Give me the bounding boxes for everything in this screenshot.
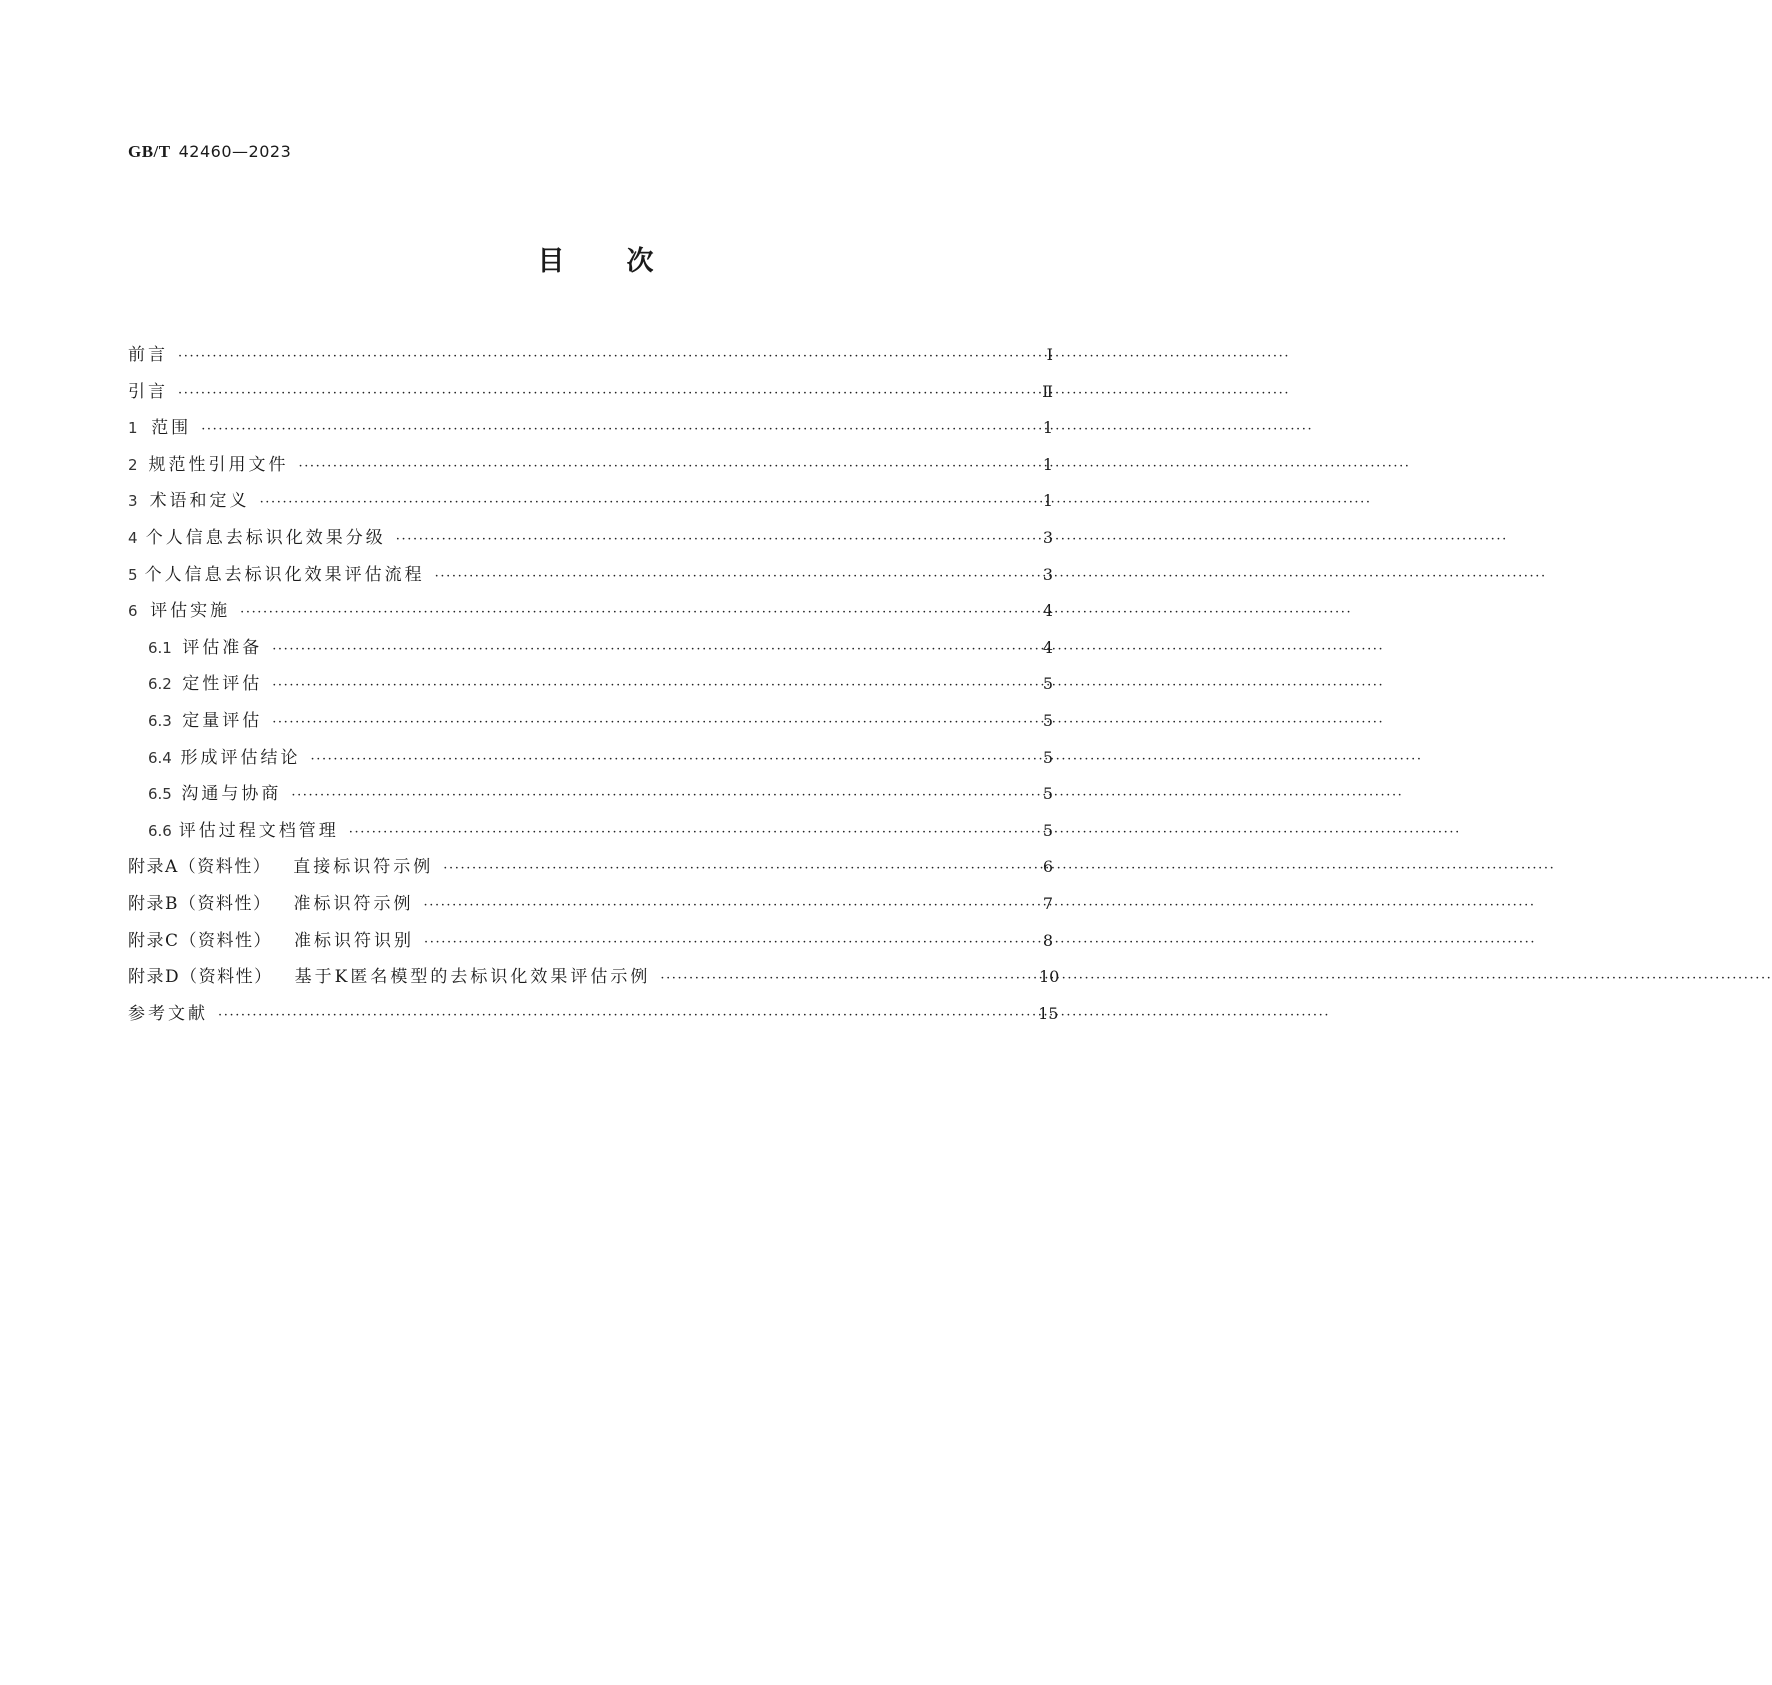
toc-entry-references[interactable] xyxy=(128,999,1059,1036)
toc-entry-page: 10 xyxy=(1039,967,1060,987)
toc-appendix-label: 附录B（资料性） xyxy=(128,893,272,914)
toc-leader-dots xyxy=(396,532,1033,547)
toc-appendix-title: 基于K匿名模型的去标识化效果评估示例 xyxy=(294,967,651,988)
toc-entry-page: 3 xyxy=(1042,527,1053,547)
toc-entry-label: 定量评估 xyxy=(182,710,263,731)
toc-appendix-title: 直接标识符示例 xyxy=(293,857,434,878)
toc-leader-dots xyxy=(424,898,1034,913)
toc-entry-6-3[interactable] xyxy=(128,706,1053,743)
toc-entry-page: 15 xyxy=(1038,1003,1059,1023)
toc-leader-dots xyxy=(178,349,1033,364)
toc-leader-dots xyxy=(272,642,1033,657)
toc-entry-6-5[interactable] xyxy=(128,779,1053,816)
toc-appendix-title: 准标识符示例 xyxy=(293,893,414,914)
toc-entry-page: 3 xyxy=(1042,564,1053,584)
toc-leader-dots xyxy=(178,386,1033,401)
toc-entry-page: 5 xyxy=(1042,674,1053,694)
toc-entry-page: 1 xyxy=(1042,418,1053,438)
toc-leader-dots xyxy=(660,971,1033,986)
toc-entry-label: 参考文献 xyxy=(128,1003,208,1024)
toc-leader-dots xyxy=(218,1008,1032,1023)
toc-entry-6-2[interactable] xyxy=(128,669,1053,706)
toc-list xyxy=(128,340,1060,1035)
toc-leader-dots xyxy=(291,788,1033,803)
toc-entry-number: 4 xyxy=(128,528,138,547)
toc-appendix-label: 附录D（资料性） xyxy=(128,967,273,988)
toc-entry-3[interactable] xyxy=(128,486,1053,523)
toc-entry-page: 4 xyxy=(1042,637,1053,657)
toc-entry-1[interactable] xyxy=(128,413,1053,450)
toc-appendix-label: 附录C（资料性） xyxy=(128,930,273,951)
toc-entry-page: 5 xyxy=(1042,747,1053,767)
toc-entry-page: 1 xyxy=(1042,454,1053,474)
toc-entry-number: 1 xyxy=(128,419,138,438)
toc-entry-page: 1 xyxy=(1042,491,1053,511)
toc-entry-label: 引言 xyxy=(128,381,168,402)
toc-entry-label: 评估准备 xyxy=(182,637,263,658)
toc-entry-number: 6.6 xyxy=(148,821,172,840)
toc-entry-appendix-c[interactable] xyxy=(128,926,1053,963)
toc-entry-label: 个人信息去标识化效果分级 xyxy=(145,527,386,548)
toc-entry-label: 沟通与协商 xyxy=(181,784,282,805)
toc-entry-foreword[interactable] xyxy=(128,340,1053,377)
toc-title: 目次 xyxy=(537,246,716,277)
toc-leader-dots xyxy=(260,495,1033,510)
toc-leader-dots xyxy=(298,459,1033,474)
toc-leader-dots xyxy=(272,678,1033,693)
toc-leader-dots xyxy=(201,422,1033,437)
toc-appendix-label: 附录A（资料性） xyxy=(128,857,272,878)
toc-entry-4[interactable] xyxy=(128,523,1053,560)
toc-entry-5[interactable] xyxy=(128,560,1053,597)
toc-entry-number: 6.1 xyxy=(148,638,172,657)
toc-entry-introduction[interactable] xyxy=(128,377,1053,414)
toc-leader-dots xyxy=(424,935,1033,950)
toc-entry-label: 前言 xyxy=(128,345,168,365)
toc-entry-6-6[interactable] xyxy=(128,816,1053,853)
toc-leader-dots xyxy=(349,825,1033,840)
toc-entry-label: 评估实施 xyxy=(150,601,231,622)
toc-entry-label: 范围 xyxy=(151,418,192,439)
standard-code xyxy=(128,142,291,162)
toc-entry-page: 6 xyxy=(1042,857,1053,877)
standard-number: 42460—2023 xyxy=(178,142,292,161)
toc-entry-label: 规范性引用文件 xyxy=(148,454,289,475)
toc-entry-number: 3 xyxy=(128,492,138,511)
toc-leader-dots xyxy=(240,605,1033,620)
toc-leader-dots xyxy=(435,569,1033,584)
toc-entry-label: 形成评估结论 xyxy=(180,747,301,768)
toc-entry-number: 6.3 xyxy=(148,711,172,730)
standard-prefix: GB/T xyxy=(128,142,171,161)
toc-entry-page: 4 xyxy=(1042,601,1053,621)
toc-entry-number: 6.5 xyxy=(148,785,172,804)
toc-appendix-title: 准标识符识别 xyxy=(294,930,415,951)
toc-entry-6-4[interactable] xyxy=(128,743,1053,780)
toc-entry-6-1[interactable] xyxy=(128,633,1053,670)
toc-entry-number: 6 xyxy=(128,602,138,621)
toc-entry-page: 5 xyxy=(1042,784,1053,804)
toc-entry-number: 2 xyxy=(128,455,138,474)
toc-entry-label: 术语和定义 xyxy=(149,491,250,512)
toc-entry-number: 6.4 xyxy=(148,748,172,767)
toc-entry-page: 5 xyxy=(1042,820,1053,840)
toc-entry-appendix-b[interactable] xyxy=(128,889,1053,926)
toc-entry-page: 8 xyxy=(1042,930,1053,950)
toc-entry-page: 7 xyxy=(1042,893,1053,913)
toc-entry-2[interactable] xyxy=(128,450,1053,487)
toc-entry-appendix-a[interactable] xyxy=(128,852,1053,889)
toc-entry-page: 5 xyxy=(1042,710,1053,730)
toc-entry-6[interactable] xyxy=(128,596,1053,633)
toc-entry-number: 6.2 xyxy=(148,675,172,694)
toc-entry-page: Ⅰ xyxy=(1046,345,1053,364)
toc-entry-label: 个人信息去标识化效果评估流程 xyxy=(144,564,425,585)
toc-leader-dots xyxy=(310,752,1033,767)
toc-entry-label: 评估过程文档管理 xyxy=(178,820,339,841)
toc-entry-page: Ⅱ xyxy=(1042,381,1053,401)
toc-leader-dots xyxy=(272,715,1033,730)
toc-entry-label: 定性评估 xyxy=(182,674,263,695)
toc-leader-dots xyxy=(443,861,1033,876)
toc-entry-number: 5 xyxy=(128,565,138,584)
toc-entry-appendix-d[interactable] xyxy=(128,962,1060,999)
